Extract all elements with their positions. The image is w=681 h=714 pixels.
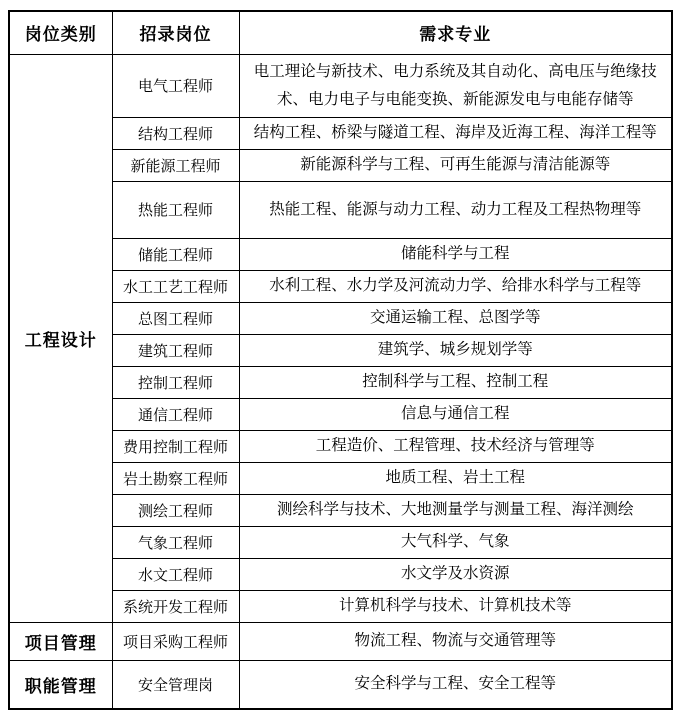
header-position: 招录岗位 xyxy=(112,11,239,54)
majors-cell: 大气科学、气象 xyxy=(239,526,672,558)
position-cell: 岩土勘察工程师 xyxy=(112,462,239,494)
position-cell: 建筑工程师 xyxy=(112,334,239,366)
majors-cell: 控制科学与工程、控制工程 xyxy=(239,366,672,398)
header-majors: 需求专业 xyxy=(239,11,672,54)
position-cell: 电气工程师 xyxy=(112,54,239,117)
majors-cell: 建筑学、城乡规划学等 xyxy=(239,334,672,366)
position-cell: 控制工程师 xyxy=(112,366,239,398)
position-cell: 储能工程师 xyxy=(112,238,239,270)
majors-cell: 新能源科学与工程、可再生能源与清洁能源等 xyxy=(239,149,672,181)
majors-cell: 地质工程、岩土工程 xyxy=(239,462,672,494)
position-cell: 热能工程师 xyxy=(112,181,239,238)
position-cell: 总图工程师 xyxy=(112,302,239,334)
majors-cell: 水利工程、水力学及河流动力学、给排水科学与工程等 xyxy=(239,270,672,302)
header-category: 岗位类别 xyxy=(9,11,112,54)
position-cell: 安全管理岗 xyxy=(112,660,239,709)
header-row xyxy=(9,11,672,54)
majors-cell: 水文学及水资源 xyxy=(239,558,672,590)
position-cell: 气象工程师 xyxy=(112,526,239,558)
category-cell: 工程设计 xyxy=(9,54,112,622)
position-cell: 通信工程师 xyxy=(112,398,239,430)
recruitment-table xyxy=(8,10,673,710)
table-row xyxy=(9,622,672,660)
majors-cell: 测绘科学与技术、大地测量学与测量工程、海洋测绘 xyxy=(239,494,672,526)
table-header xyxy=(9,11,672,54)
position-cell: 结构工程师 xyxy=(112,117,239,149)
majors-cell: 热能工程、能源与动力工程、动力工程及工程热物理等 xyxy=(239,181,672,238)
position-cell: 系统开发工程师 xyxy=(112,590,239,622)
position-cell: 费用控制工程师 xyxy=(112,430,239,462)
majors-cell: 信息与通信工程 xyxy=(239,398,672,430)
position-cell: 水工工艺工程师 xyxy=(112,270,239,302)
position-cell: 项目采购工程师 xyxy=(112,622,239,660)
majors-cell: 交通运输工程、总图学等 xyxy=(239,302,672,334)
majors-cell: 物流工程、物流与交通管理等 xyxy=(239,622,672,660)
category-cell: 项目管理 xyxy=(9,622,112,660)
position-cell: 水文工程师 xyxy=(112,558,239,590)
majors-cell: 电工理论与新技术、电力系统及其自动化、高电压与绝缘技术、电力电子与电能变换、新能源发电与电能存储等 xyxy=(239,54,672,117)
majors-cell: 工程造价、工程管理、技术经济与管理等 xyxy=(239,430,672,462)
table-row xyxy=(9,660,672,709)
position-cell: 测绘工程师 xyxy=(112,494,239,526)
majors-cell: 储能科学与工程 xyxy=(239,238,672,270)
position-cell: 新能源工程师 xyxy=(112,149,239,181)
majors-cell: 安全科学与工程、安全工程等 xyxy=(239,660,672,709)
category-cell: 职能管理 xyxy=(9,660,112,709)
majors-cell: 计算机科学与技术、计算机技术等 xyxy=(239,590,672,622)
table-body xyxy=(9,54,672,709)
majors-cell: 结构工程、桥梁与隧道工程、海岸及近海工程、海洋工程等 xyxy=(239,117,672,149)
table-row xyxy=(9,54,672,117)
